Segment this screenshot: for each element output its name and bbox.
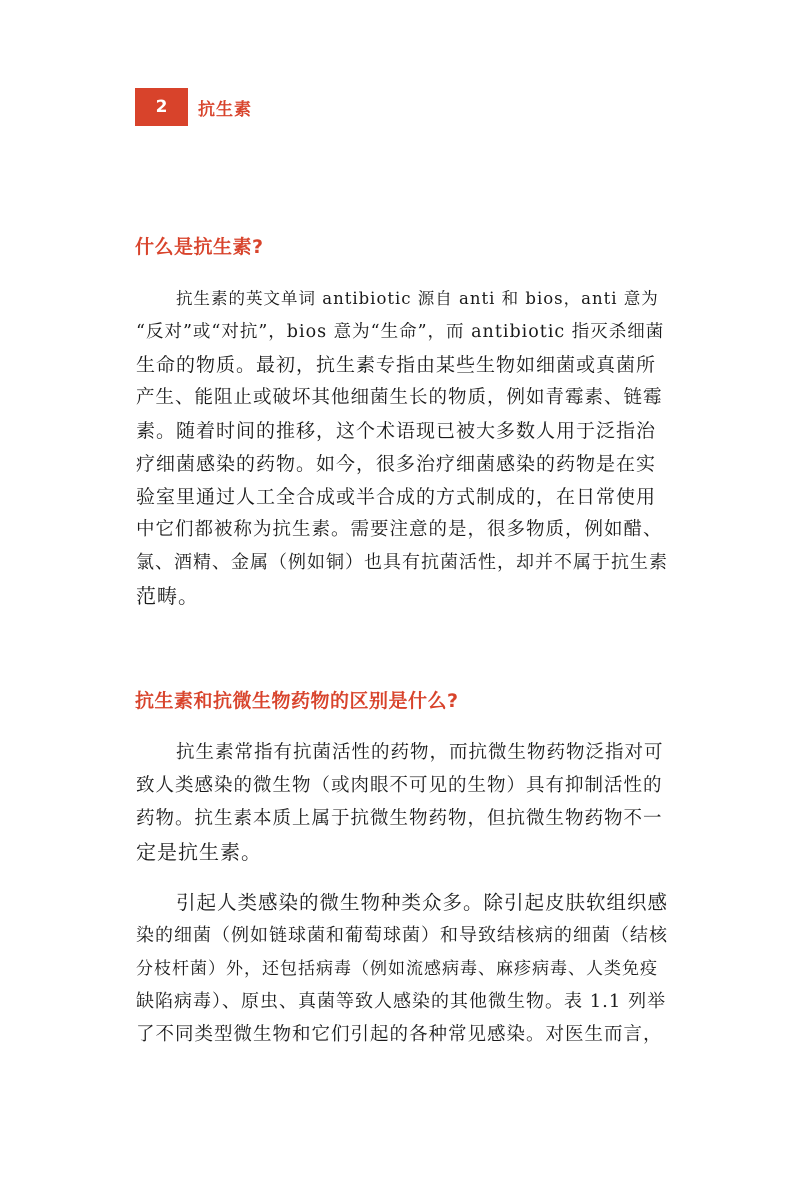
paragraph-line: 生命的物质。最初，抗生素专指由某些生物如细菌或真菌所 [136,354,657,376]
paragraph-line: 染的细菌（例如链球菌和葡萄球菌）和导致结核病的细菌（结核 [136,925,668,946]
page-number: 2 [155,97,168,117]
paragraph-line: 抗生素常指有抗菌活性的药物，而抗微生物药物泛指对可 [176,742,664,763]
section-heading-antibiotic-vs-antimicrobial: 抗生素和抗微生物药物的区别是什么? [135,690,459,712]
paragraph-line: 氯、酒精、金属（例如铜）也具有抗菌活性，却并不属于抗生素 [136,552,668,573]
section-heading-what-is-antibiotic: 什么是抗生素? [135,236,264,258]
paragraph-line: 了不同类型微生物和它们引起的各种常见感染。对医生而言， [136,1024,663,1045]
paragraph-line: 引起人类感染的微生物种类众多。除引起皮肤软组织感 [176,891,669,914]
page-header [135,88,252,126]
paragraph-line: 致人类感染的微生物（或肉眼不可见的生物）具有抑制活性的 [136,775,663,796]
paragraph-line: 缺陷病毒）、原虫、真菌等致人感染的其他微生物。表 1.1 列举 [136,991,667,1012]
paragraph-line: 抗生素的英文单词 antibiotic 源自 anti 和 bios，anti 意为 [176,289,659,308]
chapter-title: 抗生素 [198,99,252,120]
paragraph-line: 验室里通过人工全合成或半合成的方式制成的，在日常使用 [136,486,657,508]
paragraph-line: “反对”或“对抗”，bios 意为“生命”，而 antibiotic 指灭杀细菌 [136,322,665,342]
paragraph-line: 分枝杆菌）外，还包括病毒（例如流感病毒、麻疹病毒、人类免疫 [136,959,658,979]
paragraph-line: 素。随着时间的推移，这个术语现已被大多数人用于泛指治 [136,420,657,442]
paragraph-line: 定是抗生素。 [136,840,262,864]
paragraph-line: 中它们都被称为抗生素。需要注意的是，很多物质，例如醋、 [136,519,663,540]
paragraph-line: 产生、能阻止或破坏其他细菌生长的物质，例如青霉素、链霉 [136,387,663,408]
paragraph-line: 药物。抗生素本质上属于抗微生物药物，但抗微生物药物不一 [136,808,663,829]
paragraph-line: 疗细菌感染的药物。如今，很多治疗细菌感染的药物是在实 [136,453,657,475]
paragraph-line: 范畴。 [136,584,199,608]
page-number-badge [135,88,188,126]
